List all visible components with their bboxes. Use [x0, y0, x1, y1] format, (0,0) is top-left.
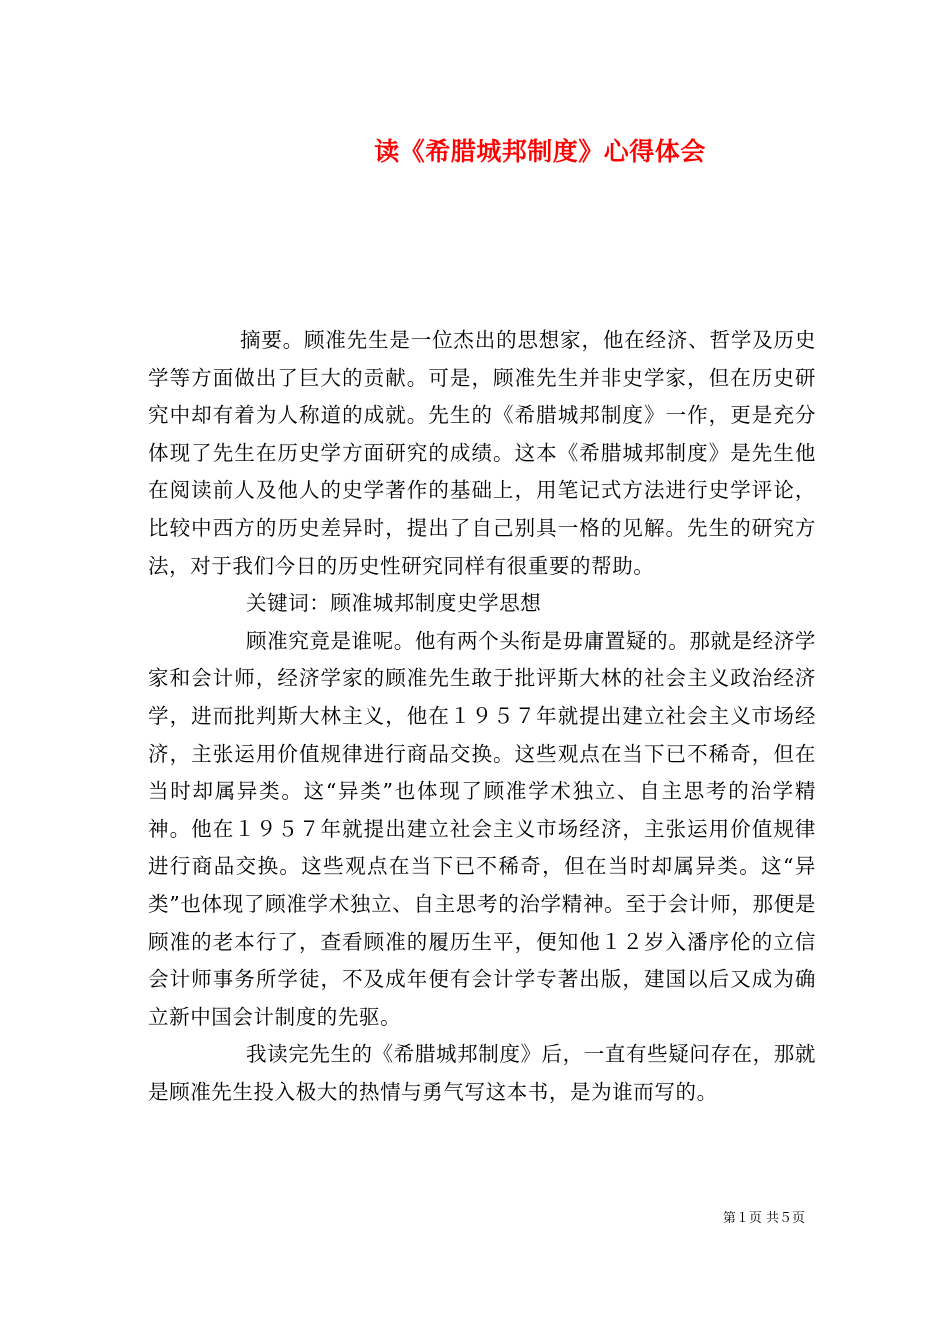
body-paragraph-1: 顾准究竟是谁呢。他有两个头衔是毋庸置疑的。那就是经济学家和会计师，经济学家的顾准先生敢于批评斯大林的社会主义政治经济学，进而批判斯大林主义，他在１９５７年就提出建立社会主义市场经济，主张运用价值规律进行商品交换。这些观点在当下已不稀奇，但在当时却属异类。这“异类”也体现了顾准学术独立、自主思考的治学精神。他在１９５７年就提出建立社会主义市场经济，主张运用价值规律进行商品交换。这些观点在当下已不稀奇，但在当时却属异类。这“异类”也体现了顾准学术独立、自主思考的治学精神。至于会计师，那便是顾准的老本行了，查看顾准的履历生平，便知他１２岁入潘序伦的立信会计师事务所学徒，不及成年便有会计学专著出版，建国以后又成为确立新中国会计制度的先驱。 — [148, 628, 816, 1029]
document-body — [148, 322, 816, 1111]
keywords-line: 关键词：顾准城邦制度史学思想 — [246, 591, 542, 616]
page-number-footer: 第１页 共５页 — [722, 1211, 805, 1226]
abstract-paragraph: 摘要。顾准先生是一位杰出的思想家，他在经济、哲学及历史学等方面做出了巨大的贡献。可是，顾准先生并非史学家，但在历史研究中却有着为人称道的成就。先生的《希腊城邦制度》一作，更是充分体现了先生在历史学方面研究的成绩。这本《希腊城邦制度》是先生他在阅读前人及他人的史学著作的基础上，用笔记式方法进行史学评论，比较中西方的历史差异时，提出了自己别具一格的见解。先生的研究方法，对于我们今日的历史性研究同样有很重要的帮助。 — [148, 328, 816, 578]
body-paragraph-2: 我读完先生的《希腊城邦制度》后，一直有些疑问存在，那就是顾准先生投入极大的热情与勇气写这本书，是为谁而写的。 — [148, 1042, 816, 1104]
document-title: 读《希腊城邦制度》心得体会 — [374, 137, 706, 166]
